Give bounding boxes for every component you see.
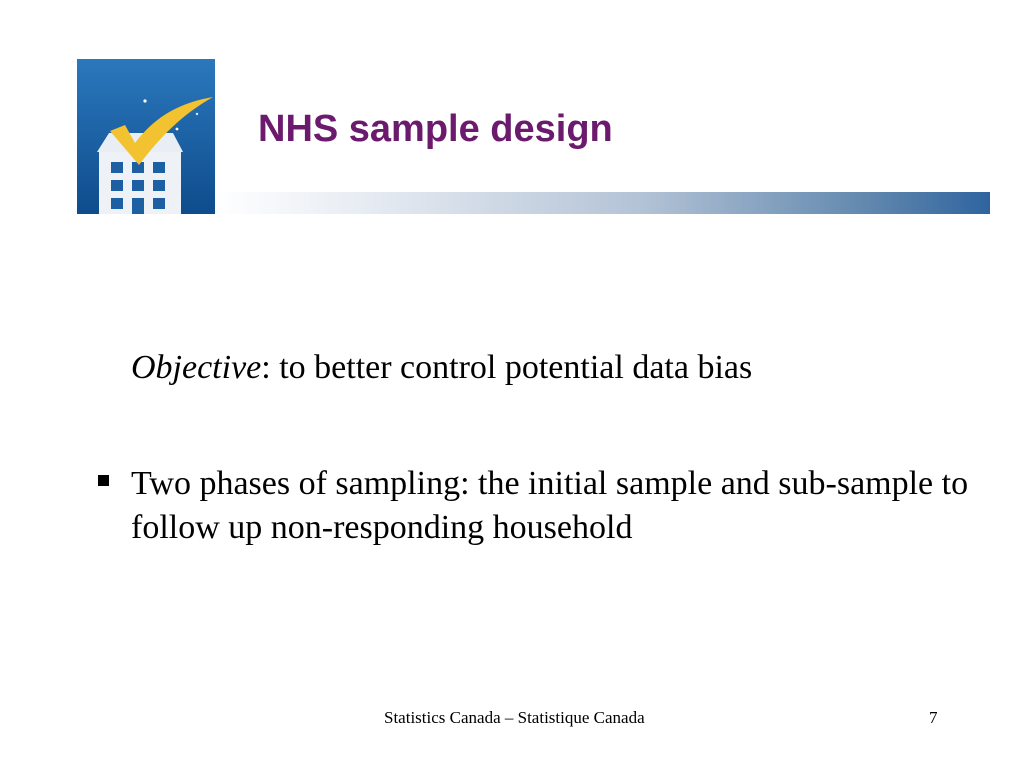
- square-bullet-icon: [98, 475, 109, 486]
- bullet-text: Two phases of sampling: the initial sample and sub-sample to follow up non-responding household: [131, 465, 969, 546]
- objective-text: : to better control potential data bias: [261, 349, 753, 386]
- objective-line: [131, 348, 752, 389]
- footer-source: Statistics Canada – Statistique Canada: [384, 708, 645, 727]
- title-gradient-bar: [215, 192, 990, 214]
- slide-title: NHS sample design: [258, 108, 613, 150]
- nhs-logo-house-checkmark-icon: [77, 59, 215, 214]
- page-number: 7: [929, 708, 938, 727]
- objective-label: Objective: [131, 349, 262, 386]
- bullet-item: [98, 462, 978, 550]
